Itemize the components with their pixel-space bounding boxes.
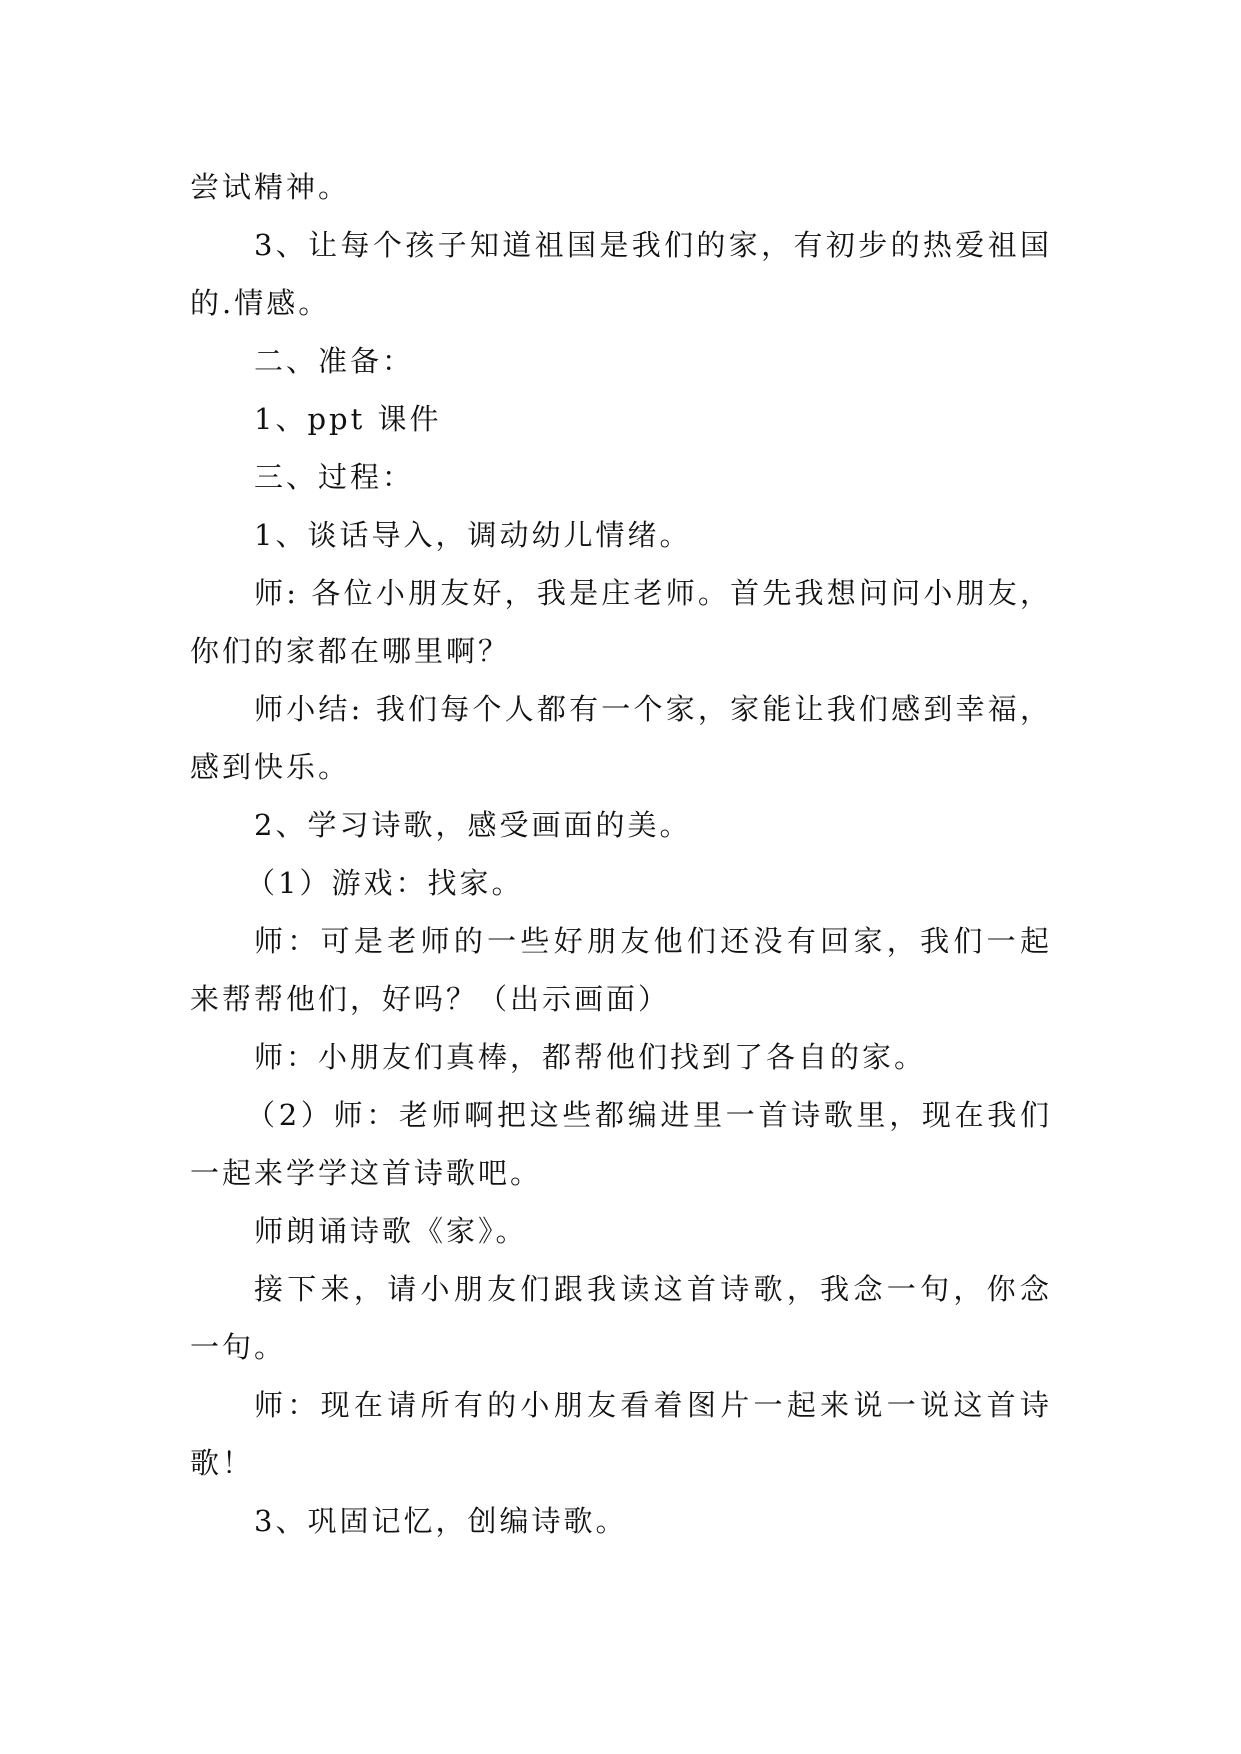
section-heading-preparation: 二、准备： xyxy=(254,344,415,378)
paragraph-9: 2、学习诗歌，感受画面的美。 xyxy=(254,808,692,842)
paragraph-12: 师：小朋友们真棒，都帮他们找到了各自的家。 xyxy=(254,1040,927,1074)
document-body xyxy=(190,158,1052,1550)
paragraph-2: 3、让每个孩子知道祖国是我们的家，有初步的热爱祖国的.情感。 xyxy=(190,228,1052,320)
paragraph-14: 师朗诵诗歌《家》。 xyxy=(254,1214,528,1248)
paragraph-8: 师小结: 我们每个人都有一个家，家能让我们感到幸福，感到快乐。 xyxy=(190,692,1052,784)
paragraph-7: 师: 各位小朋友好，我是庄老师。首先我想问问小朋友，你们的家都在哪里啊？ xyxy=(190,576,1052,668)
paragraph-1: 尝试精神。 xyxy=(190,170,351,204)
paragraph-10: （1）游戏：找家。 xyxy=(246,866,524,900)
paragraph-16: 师：现在请所有的小朋友看着图片一起来说一说这首诗歌！ xyxy=(190,1388,1052,1480)
paragraph-11: 师：可是老师的一些好朋友他们还没有回家，我们一起来帮帮他们，好吗？（出示画面） xyxy=(190,924,1052,1016)
paragraph-6: 1、谈话导入，调动幼儿情绪。 xyxy=(254,518,692,552)
paragraph-13: （2）师：老师啊把这些都编进里一首诗歌里，现在我们一起来学学这首诗歌吧。 xyxy=(190,1098,1052,1190)
section-heading-process: 三、过程： xyxy=(254,460,415,494)
paragraph-15: 接下来，请小朋友们跟我读这首诗歌，我念一句，你念一句。 xyxy=(190,1272,1052,1364)
paragraph-4: 1、ppt 课件 xyxy=(254,402,442,436)
paragraph-17: 3、巩固记忆，创编诗歌。 xyxy=(254,1504,628,1538)
